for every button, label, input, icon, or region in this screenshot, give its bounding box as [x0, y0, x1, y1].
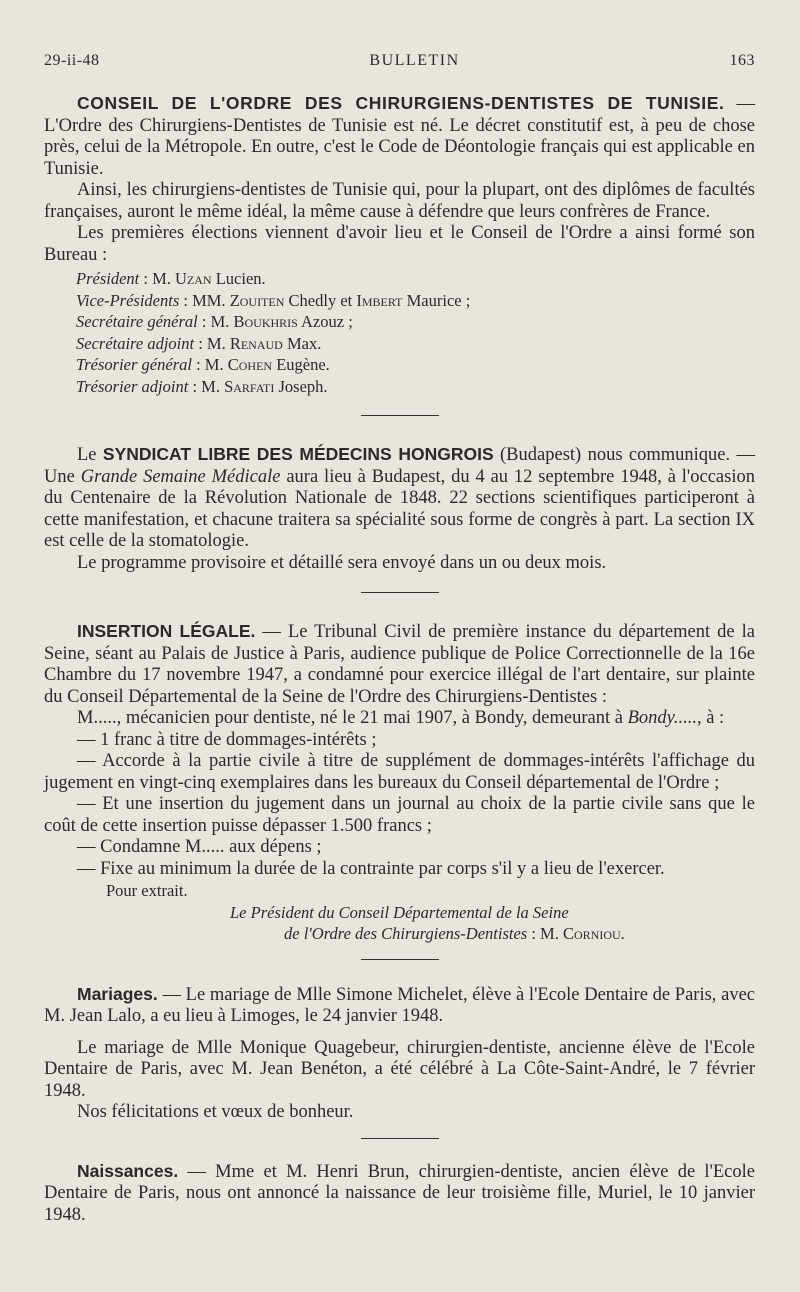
bureau-list: [76, 268, 755, 397]
pour-extrait: Pour extrait.: [106, 881, 188, 900]
bureau-firstname: Max.: [282, 333, 322, 353]
bureau-member: [76, 268, 755, 290]
naissances-text-1: — Mme et M. Henri Brun, chirurgien-dentiste, ancien élève de l'Ecole Dentaire de Paris, nous ont annoncé la naissance de leur troisième fille, Muriel, le 10 janvier 1948.: [44, 1161, 755, 1225]
bureau-role: Président: [76, 269, 140, 288]
bureau-firstname: Chedly et: [284, 290, 357, 310]
signature-name: Corniou.: [562, 924, 625, 943]
bureau-sep: : M.: [188, 376, 225, 396]
bureau-member: [76, 354, 755, 376]
bureau-surname: Boukhris: [233, 312, 298, 331]
bureau-role: Secrétaire général: [76, 312, 198, 331]
signature-line-2: [284, 923, 755, 945]
bureau-member: [76, 333, 755, 355]
header-date: 29-ii-48: [44, 52, 100, 69]
tunisie-paragraph-3: Les premières élections viennent d'avoir lieu et le Conseil de l'Ordre a ainsi formé son Bureau :: [44, 223, 755, 265]
signature-sep: : M.: [527, 924, 563, 943]
section-divider: [361, 415, 439, 416]
bureau-surname-2: Imbert: [356, 290, 403, 310]
section-divider: [361, 1138, 439, 1139]
tunisie-section: [44, 93, 755, 397]
syndicat-lead: Le: [77, 445, 103, 465]
page-content: [44, 93, 755, 1226]
mariages-paragraph-2: Le mariage de Mlle Monique Quagebeur, chirurgien-dentiste, ancienne élève de l'Ecole Dentaire de Paris, avec M. Jean Benéton, a été célébré à La Côte-Saint-André, le 7 février 1948.: [44, 1037, 755, 1101]
syndicat-text-b: aura lieu à Budapest, du 4 au 12 septembre 1948, à l'occasion du Centenaire de la Révolution Nationale de 1848. 22 sections scientifiques participeront à cette manifestation, et chacune traitera sa spécialité sous forme de congrès à part. La section IX est celle de la stomatologie.: [44, 466, 755, 551]
bureau-member: [76, 311, 755, 333]
bureau-sep: : M.: [197, 312, 234, 331]
bureau-firstname: Joseph.: [274, 376, 328, 396]
section-divider: [361, 592, 439, 593]
syndicat-paragraph-2: Le programme provisoire et détaillé sera envoyé dans un ou deux mois.: [77, 552, 607, 573]
defendant-suffix: , à :: [696, 708, 725, 728]
syndicat-section: [44, 444, 755, 574]
signature-line-1: Le Président du Conseil Départemental de la Seine: [230, 902, 569, 922]
syndicat-text-a: (Budapest) nous communique. — Une: [44, 445, 755, 487]
running-header: [44, 50, 755, 72]
tunisie-paragraph-1: [44, 93, 755, 180]
mariages-title: Mariages.: [77, 983, 158, 1004]
bureau-firstname: Lucien.: [211, 269, 266, 288]
tunisie-paragraph-2: Ainsi, les chirurgiens-dentistes de Tunisie qui, pour la plupart, ont des diplômes de facultés françaises, auront le même idéal, la même cause à défendre que leurs confrères de France.: [44, 180, 755, 222]
mariages-paragraph-3: Nos félicitations et vœux de bonheur.: [77, 1102, 354, 1122]
bureau-member: [76, 376, 755, 398]
insertion-paragraph-1: [44, 621, 755, 708]
bureau-role: Vice-Présidents: [76, 290, 180, 310]
section-divider: [361, 959, 439, 960]
bureau-role: Secrétaire adjoint: [76, 333, 195, 353]
tunisie-text-1: — L'Ordre des Chirurgiens-Dentistes de Tunisie est né. Le décret constitutif est, à peu de chose près, celui de la Métropole. En outre, c'est le Code de Déontologie français qui est applicable en Tunisie.: [44, 94, 756, 179]
mariages-section: [44, 984, 755, 1124]
defendant-text: M....., mécanicien pour dentiste, né le 21 mai 1907, à Bondy, demeurant à: [77, 708, 628, 728]
syndicat-event: Grande Semaine Médicale: [80, 466, 281, 487]
defendant-place: Bondy.....: [627, 708, 697, 728]
judgment-item: — Accorde à la partie civile à titre de supplément de dommages-intérêts l'affichage du jugement en vingt-cinq exemplaires dans les bureaux du Conseil départemental de l'Ordre ;: [44, 751, 755, 793]
tunisie-title: CONSEIL DE L'ORDRE DES CHIRURGIENS-DENTISTES DE TUNISIE.: [77, 93, 725, 113]
header-title: BULLETIN: [369, 52, 460, 69]
bureau-role: Trésorier général: [76, 355, 192, 374]
syndicat-title: SYNDICAT LIBRE DES MÉDECINS HONGROIS: [102, 444, 494, 464]
bureau-surname: Renaud: [229, 333, 283, 353]
mariages-text-1: — Le mariage de Mlle Simone Michelet, élève à l'Ecole Dentaire de Paris, avec M. Jean Lalo, a eu lieu à Limoges, le 24 janvier 1948.: [44, 984, 755, 1026]
bureau-sep: : MM.: [179, 290, 230, 310]
judgment-item: — Fixe au minimum la durée de la contrainte par corps s'il y a lieu de l'exercer.: [77, 858, 665, 879]
bureau-sep: : M.: [139, 269, 176, 288]
bureau-firstname-2: Maurice ;: [402, 290, 471, 310]
naissances-section: [44, 1161, 755, 1227]
signature-org: de l'Ordre des Chirurgiens-Dentistes: [284, 924, 528, 943]
bureau-member: [76, 290, 755, 312]
insertion-section: [44, 621, 755, 945]
bureau-sep: : M.: [194, 333, 230, 353]
bureau-role: Trésorier adjoint: [76, 376, 189, 396]
judgment-item: — Condamne M..... aux dépens ;: [77, 837, 322, 857]
page-number: 163: [729, 52, 755, 69]
judgment-item: — Et une insertion du jugement dans un journal au choix de la partie civile sans que le coût de cette insertion puisse dépasser 1.500 francs ;: [44, 794, 755, 836]
bureau-firstname: Azouz ;: [297, 312, 353, 331]
mariages-paragraph-1: [44, 984, 755, 1028]
naissances-paragraph-1: [44, 1161, 755, 1227]
judgment-item: — 1 franc à titre de dommages-intérêts ;: [77, 729, 377, 750]
bureau-surname: Cohen: [227, 355, 273, 374]
bureau-surname: Uzan: [175, 269, 212, 288]
bureau-firstname: Eugène.: [272, 355, 330, 374]
insertion-defendant: [44, 708, 755, 730]
syndicat-paragraph-1: [44, 444, 755, 553]
bureau-surname: Zouiten: [229, 290, 285, 310]
naissances-title: Naissances.: [77, 1160, 179, 1181]
insertion-title: INSERTION LÉGALE.: [77, 621, 256, 641]
insertion-text-1: — Le Tribunal Civil de première instance du département de la Seine, séant au Palais de Justice à Paris, audience publique de Police Correctionnelle de la 16e Chambre du 17 novembre 1947, a condamné pour exercice illégal de l'art dentaire, sur plainte du Conseil Départemental de la Seine de l'Ordre des Chirurgiens-Dentistes :: [44, 622, 755, 707]
bureau-sep: : M.: [191, 355, 228, 374]
bureau-surname: Sarfati: [224, 376, 275, 396]
